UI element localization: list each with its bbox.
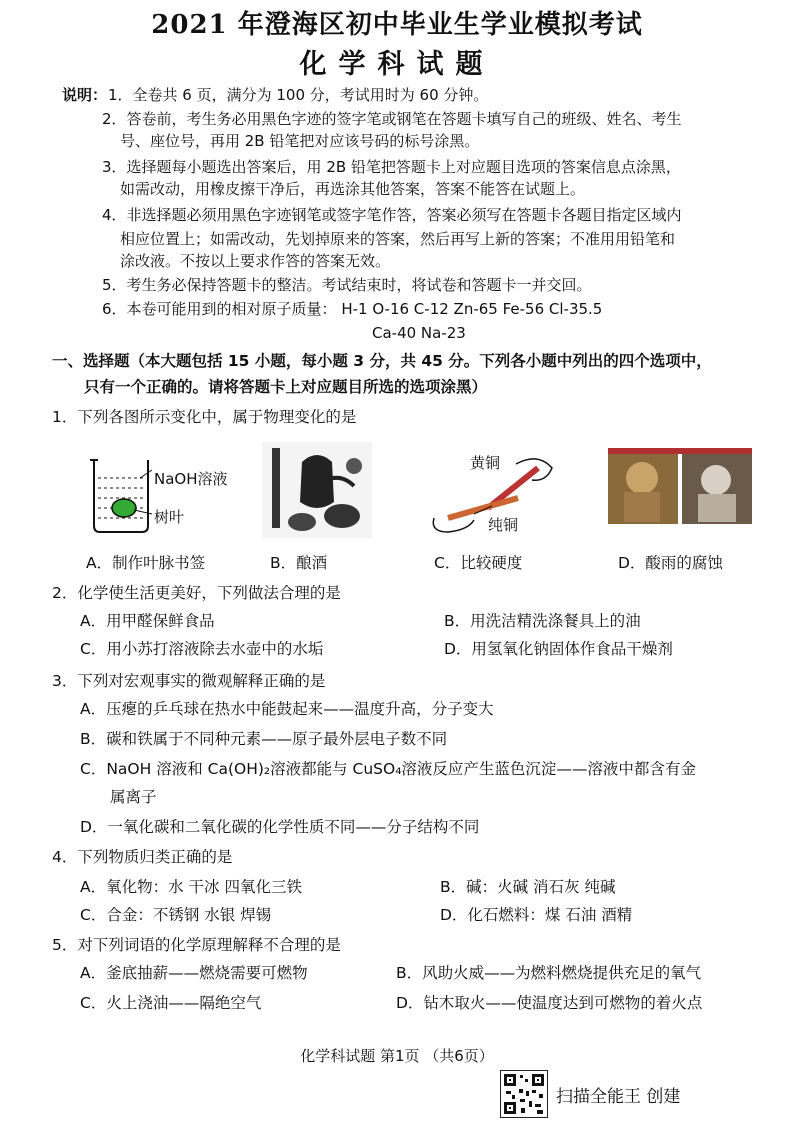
leaf-label: 树叶 <box>154 508 185 526</box>
note-4-cont1: 相应位置上；如需改动，先划掉原来的答案，然后再写上新的答案；不准用用铅笔和 <box>120 230 676 248</box>
q4-option-d: D．化石燃料：煤 石油 酒精 <box>440 906 633 924</box>
leaf-icon <box>112 499 136 517</box>
scanner-watermark <box>500 1070 760 1118</box>
q4-option-c: C．合金：不锈钢 水银 焊锡 <box>80 906 272 924</box>
q3-option-a: A．压瘪的乒乓球在热水中能鼓起来——温度升高，分子变大 <box>80 700 494 718</box>
note-4-cont2: 涂改液。不按以上要求作答的答案无效。 <box>120 252 391 270</box>
note-1: 1．全卷共 6 页，满分为 100 分，考试用时为 60 分钟。 <box>108 86 489 104</box>
q5-stem: 5．对下列词语的化学原理解释不合理的是 <box>52 936 341 954</box>
q1-option-a: A．制作叶脉书签 <box>86 554 206 572</box>
q5-option-a: A．釜底抽薪——燃烧需要可燃物 <box>80 964 308 982</box>
q1-option-c: C．比较硬度 <box>434 554 523 572</box>
q5-option-b: B．风助火威——为燃料燃烧提供充足的氧气 <box>396 964 702 982</box>
q3-option-c: C．NaOH 溶液和 Ca(OH)₂溶液都能与 CuSO₄溶液反应产生蓝色沉淀——溶液中都含有金 <box>80 760 696 778</box>
exam-title: 2021 年澄海区初中毕业生学业模拟考试 <box>151 10 643 40</box>
qr-code-icon <box>500 1070 548 1118</box>
note-5: 5．考生务必保持答题卡的整洁。考试结束时，将试卷和答题卡一并交回。 <box>102 276 592 294</box>
q2-option-b: B．用洗洁精洗涤餐具上的油 <box>444 612 641 630</box>
q2-option-a: A．用甲醛保鲜食品 <box>80 612 215 630</box>
q2-option-d: D．用氢氧化钠固体作食品干燥剂 <box>444 640 673 658</box>
section-heading: 一、选择题（本大题包括 15 小题，每小题 3 分，共 45 分。下列各小题中列出的四个选项中， <box>52 352 712 370</box>
q3-option-d: D．一氧化碳和二氧化碳的化学性质不同——分子结构不同 <box>80 818 480 836</box>
q5-option-c: C．火上浇油——隔绝空气 <box>80 994 262 1012</box>
note-6: 6．本卷可能用到的相对原子质量： H-1 O-16 C-12 Zn-65 Fe-56 Cl-35.5 <box>102 300 603 318</box>
notes-label: 说明： <box>62 86 108 104</box>
copper-label: 纯铜 <box>488 516 519 534</box>
q3-stem: 3．下列对宏观事实的微观解释正确的是 <box>52 672 326 690</box>
q1-option-d: D．酸雨的腐蚀 <box>618 554 723 572</box>
q4-option-b: B．碱：火碱 消石灰 纯碱 <box>440 878 616 896</box>
q1-stem: 1．下列各图所示变化中，属于物理变化的是 <box>52 408 357 426</box>
q1-option-b: B．酿酒 <box>270 554 328 572</box>
naoh-label: NaOH溶液 <box>154 470 228 488</box>
brewing-figure <box>262 442 372 538</box>
q3-option-b: B．碳和铁属于不同种元素——原子最外层电子数不同 <box>80 730 448 748</box>
note-3-cont: 如需改动，用橡皮擦干净后，再选涂其他答案，答案不能答在试题上。 <box>120 180 586 198</box>
note-2-cont: 号、座位号，再用 2B 铅笔把对应该号码的标号涂黑。 <box>120 132 480 150</box>
acid-rain-figure <box>608 448 752 524</box>
note-6-cont: Ca-40 Na-23 <box>372 324 466 342</box>
q3-option-c-cont: 属离子 <box>110 788 157 806</box>
note-3: 3．选择题每小题选出答案后，用 2B 铅笔把答题卡上对应题目选项的答案信息点涂黑， <box>102 158 681 176</box>
q5-option-d: D．钻木取火——使温度达到可燃物的着火点 <box>396 994 703 1012</box>
scanner-text: 扫描全能王 创建 <box>556 1087 681 1107</box>
note-2: 2．答卷前，考生务必用黑色字迹的签字笔或钢笔在答题卡填写自己的班级、姓名、考生 <box>102 110 682 128</box>
exam-subtitle: 化学科试题 <box>299 49 495 80</box>
section-heading-cont: 只有一个正确的。请将答题卡上对应题目所选的选项涂黑） <box>84 378 488 396</box>
q2-option-c: C．用小苏打溶液除去水壶中的水垢 <box>80 640 324 658</box>
q4-stem: 4．下列物质归类正确的是 <box>52 848 233 866</box>
q2-stem: 2．化学使生活更美好，下列做法合理的是 <box>52 584 341 602</box>
q4-option-a: A．氧化物：水 干冰 四氧化三铁 <box>80 878 302 896</box>
brass-label: 黄铜 <box>470 454 501 472</box>
note-4: 4．非选择题必须用黑色字迹钢笔或签字笔作答，答案必须写在答题卡各题目指定区域内 <box>102 206 682 224</box>
page-footer: 化学科试题 第1页 （共6页） <box>300 1047 494 1065</box>
